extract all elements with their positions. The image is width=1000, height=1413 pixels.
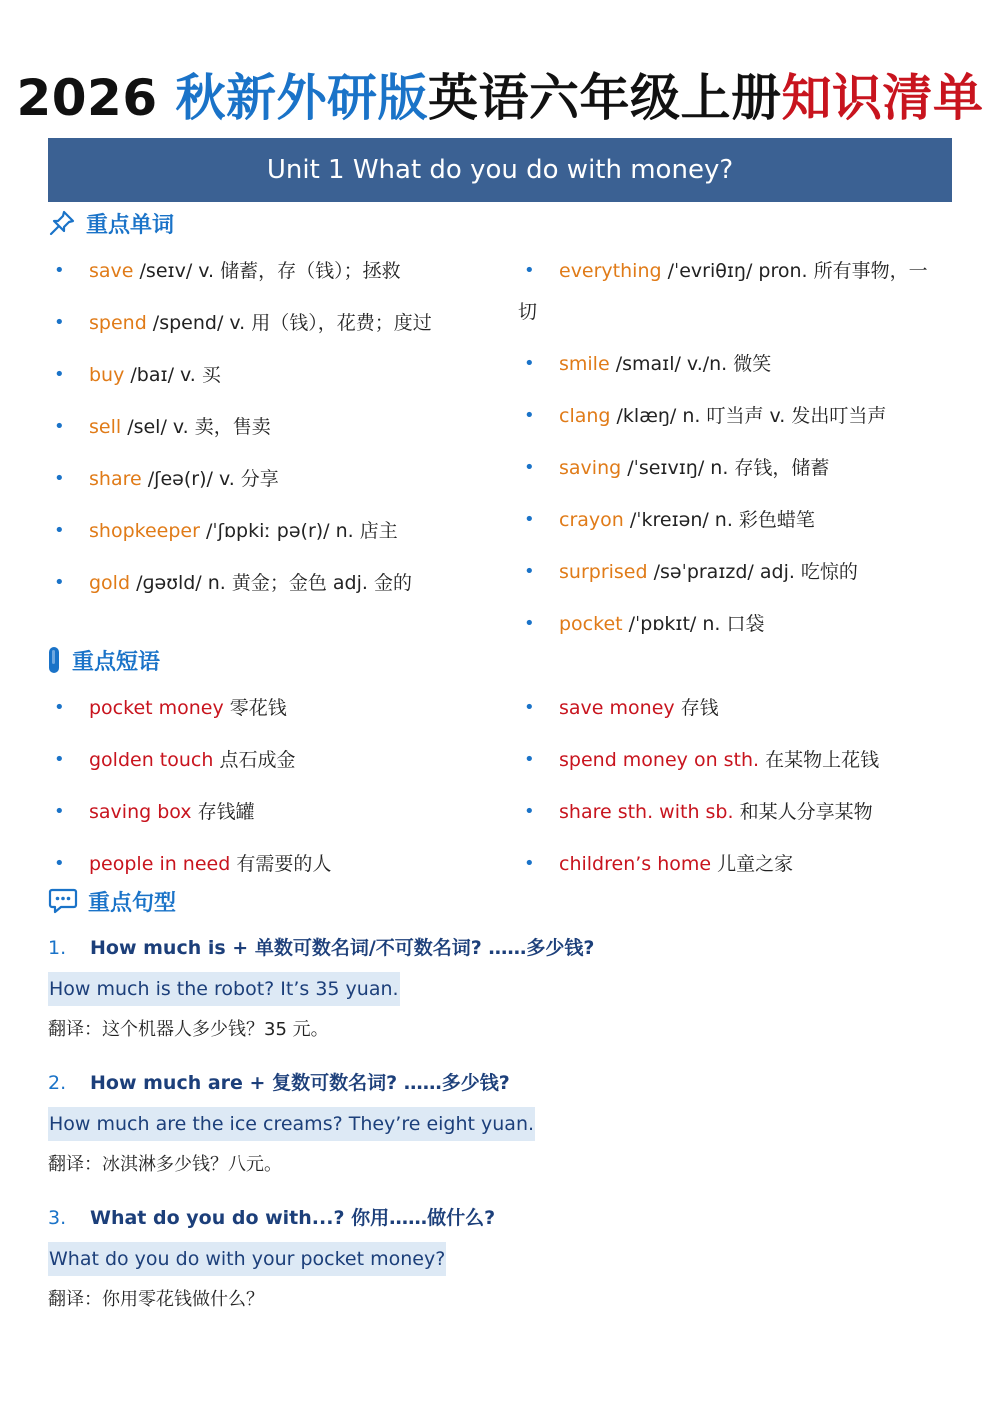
- vocab-word: buy: [89, 364, 125, 386]
- bullet: •: [524, 405, 535, 426]
- translation: 翻译：这个机器人多少钱？35 元。: [48, 1019, 329, 1040]
- list-item: [48, 362, 478, 414]
- vocab-definition: /ˈkreɪən/ n. 彩色蜡笔: [623, 509, 815, 531]
- words-section-title: 重点单词: [86, 212, 175, 238]
- phrase: children’s home: [559, 853, 712, 875]
- bullet: •: [54, 260, 65, 281]
- list-item: [518, 695, 948, 747]
- translation: 翻译：你用零花钱做什么？: [48, 1289, 264, 1310]
- sentence-pattern: [48, 931, 952, 965]
- phrase-definition: 儿童之家: [711, 853, 794, 875]
- bar-icon: [48, 646, 62, 674]
- bullet: •: [524, 561, 535, 582]
- sentences-section-heading: [48, 883, 176, 919]
- vocab-word: surprised: [559, 561, 648, 583]
- phrases-section-heading: [48, 642, 160, 678]
- bullet: •: [54, 801, 65, 822]
- sentence-block: [48, 931, 952, 1047]
- vocab-definition-continued: 切: [518, 301, 538, 323]
- chat-icon: [48, 887, 78, 915]
- list-item: [48, 518, 478, 570]
- vocab-word: share: [89, 468, 142, 490]
- bullet: •: [524, 457, 535, 478]
- example-sentence: How much are the ice creams? They’re eight yuan.: [48, 1107, 535, 1141]
- phrase: people in need: [89, 853, 231, 875]
- vocab-definition: /ˈevriθɪŋ/ pron. 所有事物，一: [661, 260, 928, 282]
- phrase-definition: 在某物上花钱: [759, 749, 880, 771]
- bullet: •: [524, 801, 535, 822]
- sentence-block: [48, 1201, 952, 1317]
- bullet: •: [524, 353, 535, 374]
- bullet: •: [54, 572, 65, 593]
- list-item: [48, 747, 478, 799]
- sentence-pattern: [48, 1201, 952, 1235]
- vocab-definition: /baɪ/ v. 买: [124, 364, 221, 386]
- bullet: •: [54, 697, 65, 718]
- list-item: [48, 414, 478, 466]
- phrase-definition: 零花钱: [223, 697, 287, 719]
- list-item: [48, 310, 478, 362]
- words-section-heading: [48, 205, 174, 241]
- list-item: [518, 611, 948, 663]
- vocab-definition: /ˈseɪvɪŋ/ n. 存钱，储蓄: [621, 457, 830, 479]
- vocab-word: crayon: [559, 509, 624, 531]
- list-item: [518, 851, 948, 903]
- list-item: [518, 799, 948, 851]
- phrase-definition: 存钱: [674, 697, 719, 719]
- sentence-number: 2.: [48, 1072, 67, 1094]
- list-item: [518, 351, 948, 403]
- phrases-list-left: [48, 695, 478, 903]
- example-sentence: What do you do with your pocket money?: [48, 1242, 446, 1276]
- phrases-list-right: [518, 695, 948, 903]
- list-item: [518, 747, 948, 799]
- vocab-definition: /ˈpɒkɪt/ n. 口袋: [622, 613, 765, 635]
- vocab-word: gold: [89, 572, 131, 594]
- list-item: [518, 455, 948, 507]
- bullet: •: [524, 749, 535, 770]
- sentences-section-title: 重点句型: [88, 890, 177, 916]
- phrase: saving box: [89, 801, 192, 823]
- vocab-definition: /səˈpraɪzd/ adj. 吃惊的: [647, 561, 858, 583]
- pin-icon: [48, 209, 76, 237]
- pattern-text: How much are + 复数可数名词? ……多少钱?: [90, 1072, 510, 1094]
- vocab-definition: /sel/ v. 卖，售卖: [121, 416, 271, 438]
- pattern-text: How much is + 单数可数名词/不可数名词? ……多少钱?: [90, 937, 595, 959]
- bullet: •: [54, 364, 65, 385]
- list-item: [48, 258, 478, 310]
- list-item: [48, 570, 478, 622]
- page-title: [0, 66, 1000, 130]
- vocab-word: pocket: [559, 613, 623, 635]
- list-item: [48, 695, 478, 747]
- list-item: [48, 799, 478, 851]
- vocab-word: saving: [559, 457, 622, 479]
- vocab-definition: /seɪv/ v. 储蓄，存（钱）；拯救: [133, 260, 401, 282]
- bullet: •: [524, 509, 535, 530]
- bullet: •: [54, 749, 65, 770]
- unit-banner: Unit 1 What do you do with money?: [48, 138, 952, 202]
- bullet: •: [54, 312, 65, 333]
- phrase: share sth. with sb.: [559, 801, 734, 823]
- vocab-word: save: [89, 260, 134, 282]
- vocab-word: shopkeeper: [89, 520, 200, 542]
- vocab-definition: /smaɪl/ v./n. 微笑: [609, 353, 772, 375]
- title-year: 2026: [16, 69, 176, 127]
- bullet: •: [54, 468, 65, 489]
- vocab-word: smile: [559, 353, 610, 375]
- list-item: [518, 403, 948, 455]
- title-grade: 英语六年级上册: [428, 69, 782, 127]
- title-edition: 秋新外研版: [175, 69, 429, 127]
- list-item: [518, 258, 948, 351]
- phrase-definition: 和某人分享某物: [733, 801, 873, 823]
- sentence-block: [48, 1066, 952, 1182]
- phrase-definition: 有需要的人: [230, 853, 332, 875]
- bullet: •: [54, 416, 65, 437]
- vocab-word: spend: [89, 312, 147, 334]
- list-item: [518, 507, 948, 559]
- vocab-word: everything: [559, 260, 662, 282]
- words-list-right: [518, 258, 948, 663]
- pattern-text: What do you do with...? 你用……做什么?: [90, 1207, 496, 1229]
- bullet: •: [524, 260, 535, 281]
- phrase: pocket money: [89, 697, 224, 719]
- bullet: •: [54, 520, 65, 541]
- list-item: [518, 559, 948, 611]
- vocab-definition: /ˈʃɒpkiː pə(r)/ n. 店主: [199, 520, 398, 542]
- vocab-word: clang: [559, 405, 611, 427]
- vocab-definition: /ʃeə(r)/ v. 分享: [141, 468, 279, 490]
- phrase: spend money on sth.: [559, 749, 760, 771]
- phrases-section-title: 重点短语: [72, 649, 161, 675]
- list-item: [48, 466, 478, 518]
- sentence-number: 3.: [48, 1207, 67, 1229]
- bullet: •: [524, 853, 535, 874]
- sentence-pattern: [48, 1066, 952, 1100]
- title-checklist: 知识清单: [781, 69, 984, 127]
- phrase-definition: 存钱罐: [191, 801, 255, 823]
- vocab-definition: /spend/ v. 用（钱），花费；度过: [146, 312, 432, 334]
- phrase: save money: [559, 697, 675, 719]
- vocab-definition: /klæŋ/ n. 叮当声 v. 发出叮当声: [610, 405, 887, 427]
- bullet: •: [524, 697, 535, 718]
- vocab-word: sell: [89, 416, 122, 438]
- bullet: •: [524, 613, 535, 634]
- phrase: golden touch: [89, 749, 214, 771]
- vocab-definition: /ɡəʊld/ n. 黄金；金色 adj. 金的: [130, 572, 412, 594]
- words-list-left: [48, 258, 478, 622]
- bullet: •: [54, 853, 65, 874]
- phrase-definition: 点石成金: [213, 749, 296, 771]
- sentence-number: 1.: [48, 937, 67, 959]
- example-sentence: How much is the robot? It’s 35 yuan.: [48, 972, 400, 1006]
- translation: 翻译：冰淇淋多少钱？八元。: [48, 1154, 282, 1175]
